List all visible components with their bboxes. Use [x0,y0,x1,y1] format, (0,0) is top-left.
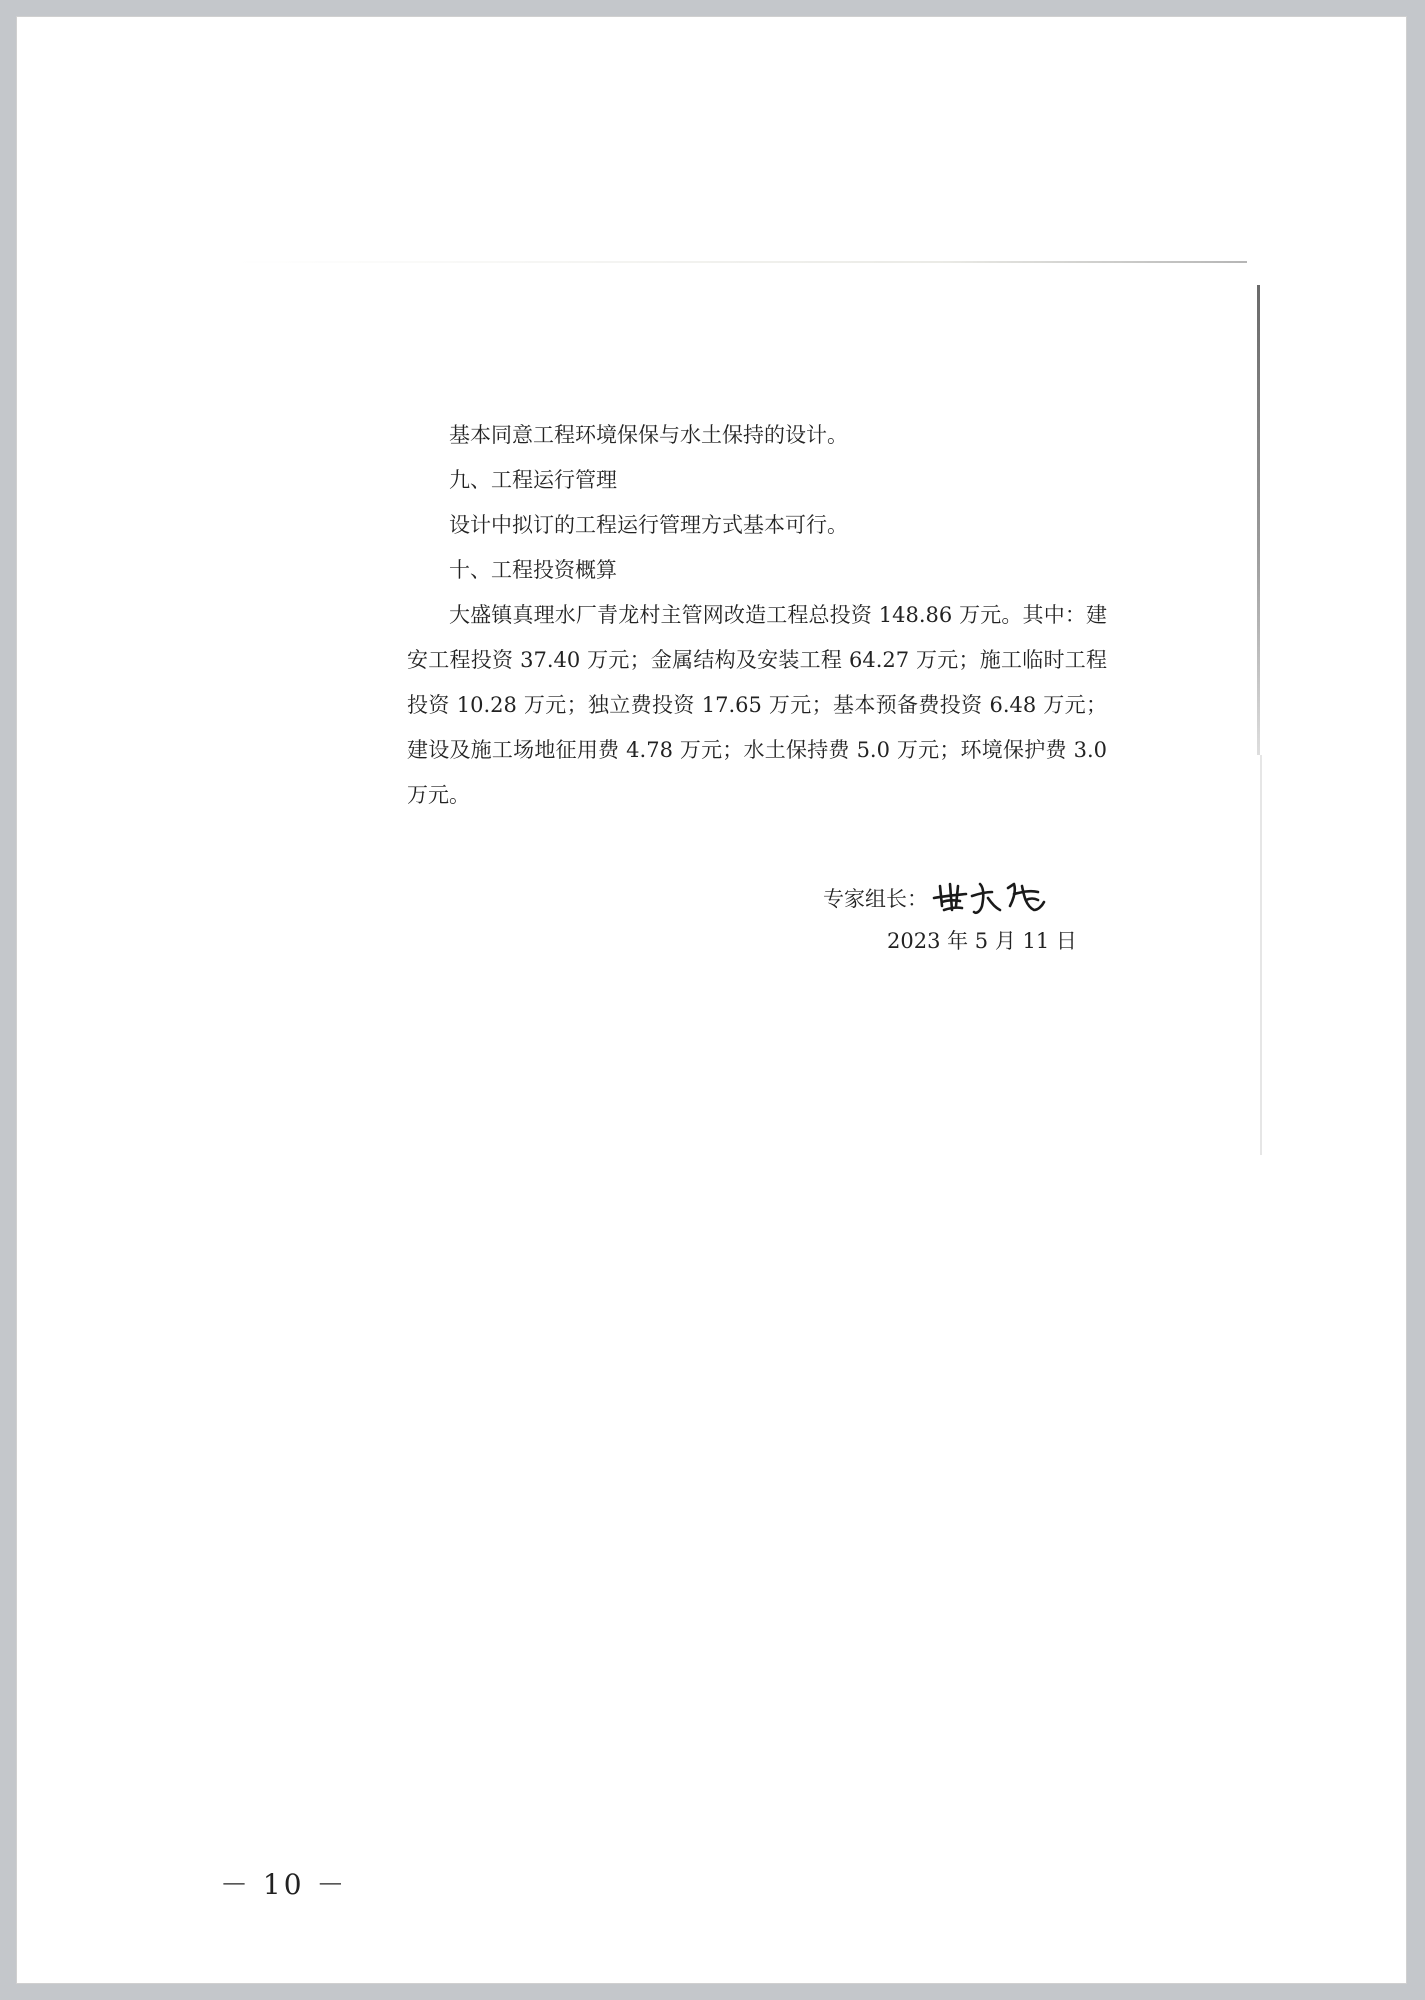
handwritten-signature [930,876,1050,920]
signature-block [823,873,1083,959]
document-page [16,16,1407,1984]
paragraph-investment: 大盛镇真理水厂青龙村主管网改造工程总投资 148.86 万元。其中：建安工程投资 37.40 万元；金属结构及安装工程 64.27 万元；施工临时工程投资 10.28 万元；独立费投资 17.65 万元；基本预备费投资 6.48 万元；建设及施工场地征用费 4.78 万元；水土保持费 5.0 万元；环境保护费 3.0 万元。 [407,603,1107,807]
signature-label: 专家组长： [823,887,928,911]
paragraph-operation: 设计中拟订的工程运行管理方式基本可行。 [449,513,848,537]
heading-operation-management: 九、工程运行管理 [449,468,617,492]
document-body [407,413,1107,818]
signature-date: 2023 年 5 月 11 日 [887,929,1077,953]
scan-edge-top [232,261,1247,263]
scan-edge-right-lower [1260,755,1262,1155]
paragraph-environment: 基本同意工程环境保保与水土保持的设计。 [449,423,848,447]
scan-edge-right [1257,285,1260,755]
page-number: － 10 － [220,1868,348,1901]
heading-investment-estimate: 十、工程投资概算 [449,558,617,582]
